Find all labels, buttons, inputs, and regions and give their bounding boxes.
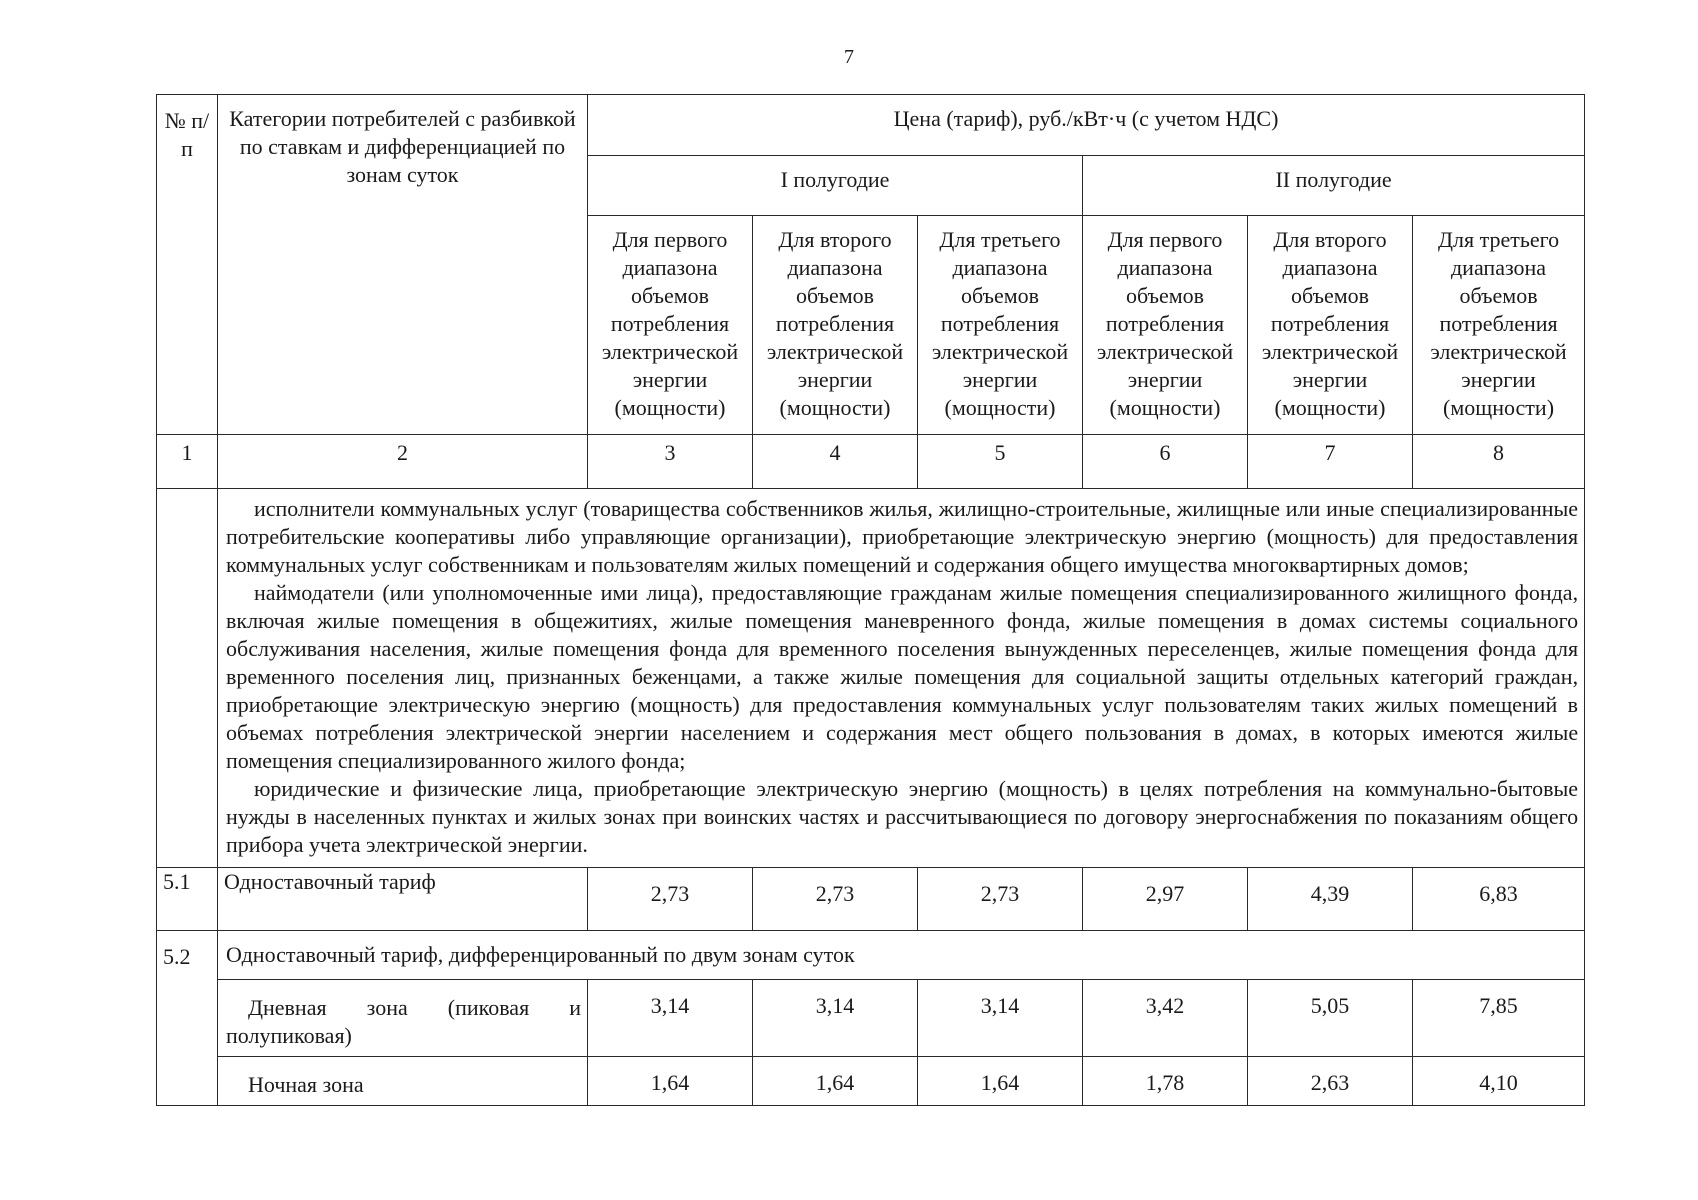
col-number: 7 xyxy=(1248,435,1413,489)
col-number: 3 xyxy=(588,435,753,489)
table-row-night-zone xyxy=(157,1057,1585,1106)
header-sub-5: Для второго диапазона объемов потребления электрической энергии (мощности) xyxy=(1248,216,1413,435)
header-sub-4: Для первого диапазона объемов потребления электрической энергии (мощности) xyxy=(1083,216,1248,435)
header-category: Категории потребителей с разбивкой по ставкам и дифференциацией по зонам суток xyxy=(218,95,588,435)
header-half-2: II полугодие xyxy=(1083,156,1585,216)
row-label: Ночная зона xyxy=(218,1057,588,1106)
tariff-value: 2,73 xyxy=(588,868,753,931)
tariff-value: 1,64 xyxy=(588,1057,753,1106)
row-number: 5.1 xyxy=(157,868,218,931)
tariff-value: 5,05 xyxy=(1248,980,1413,1057)
table-row-5-2 xyxy=(157,931,1585,980)
tariff-value: 3,42 xyxy=(1083,980,1248,1057)
tariff-value: 2,73 xyxy=(753,868,918,931)
description-paragraph: исполнители коммунальных услуг (товарищества собственников жилья, жилищно-строительные, жилищные или иные специализированные потребительские кооперативы либо управляющие организации), приобретающие электрическую энергию (мощность) для предоставления коммунальных услуг собственникам и пользователям жилых помещений и содержания общего имущества многоквартирных домов; xyxy=(226,496,1579,577)
table-row-5-1 xyxy=(157,868,1585,931)
tariff-value: 4,39 xyxy=(1248,868,1413,931)
col-number: 4 xyxy=(753,435,918,489)
tariff-value: 3,14 xyxy=(918,980,1083,1057)
tariff-value: 7,85 xyxy=(1413,980,1585,1057)
col-number: 6 xyxy=(1083,435,1248,489)
tariff-value: 1,64 xyxy=(753,1057,918,1106)
col-number: 2 xyxy=(218,435,588,489)
header-price: Цена (тариф), руб./кВт·ч (с учетом НДС) xyxy=(588,95,1585,156)
column-numbers-row xyxy=(157,435,1585,489)
description-paragraph: юридические и физические лица, приобретающие электрическую энергию (мощность) в целях потребления на коммунально-бытовые нужды в населенных пунктах и жилых зонах при воинских частях и рассчитывающиеся по договору энергоснабжения по показаниям общего прибора учета электрической энергии. xyxy=(226,776,1579,857)
page-number: 7 xyxy=(844,46,854,68)
row-label xyxy=(218,980,588,1057)
description-cell xyxy=(218,489,1585,868)
header-row-1 xyxy=(157,95,1585,156)
tariff-value: 2,97 xyxy=(1083,868,1248,931)
description-row xyxy=(157,489,1585,868)
tariff-value: 3,14 xyxy=(753,980,918,1057)
description-paragraph: наймодатели (или уполномоченные ими лица), предоставляющие гражданам жилые помещения специализированного жилищного фонда, включая жилые помещения в общежитиях, жилые помещения маневренного фонда, жилые помещения в домах системы социального обслуживания населения, жилые помещения фонда для временного поселения вынужденных переселенцев, жилые помещения фонда для временного поселения лиц, признанных беженцами, а также жилые помещения для социальной защиты отдельных категорий граждан, приобретающие электрическую энергию (мощность) для предоставления коммунальных услуг пользователям таких жилых помещений в объемах потребления электрической энергии населением и содержания мест общего пользования в домах, в которых имеются жилые помещения специализированного жилого фонда; xyxy=(226,580,1579,773)
row-label: Одноставочный тариф xyxy=(218,868,588,931)
tariff-table xyxy=(156,94,1585,1106)
header-num: № п/п xyxy=(157,95,218,435)
tariff-value: 4,10 xyxy=(1413,1057,1585,1106)
tariff-value: 1,64 xyxy=(918,1057,1083,1106)
header-sub-2: Для второго диапазона объемов потребления электрической энергии (мощности) xyxy=(753,216,918,435)
header-sub-3: Для третьего диапазона объемов потребления электрической энергии (мощности) xyxy=(918,216,1083,435)
header-sub-1: Для первого диапазона объемов потребления электрической энергии (мощности) xyxy=(588,216,753,435)
tariff-value: 1,78 xyxy=(1083,1057,1248,1106)
tariff-value: 2,63 xyxy=(1248,1057,1413,1106)
day-zone-label: Дневная зона (пиковая и полупиковая) xyxy=(226,995,581,1048)
header-sub-6: Для третьего диапазона объемов потребления электрической энергии (мощности) xyxy=(1413,216,1585,435)
tariff-value: 3,14 xyxy=(588,980,753,1057)
header-half-1: I полугодие xyxy=(588,156,1083,216)
tariff-value: 6,83 xyxy=(1413,868,1585,931)
row-label: Одноставочный тариф, дифференцированный по двум зонам суток xyxy=(218,931,1585,980)
tariff-value: 2,73 xyxy=(918,868,1083,931)
col-number: 5 xyxy=(918,435,1083,489)
table-row-day-zone xyxy=(157,980,1585,1057)
row-number: 5.2 xyxy=(157,931,218,1106)
description-num-cell xyxy=(157,489,218,868)
col-number: 8 xyxy=(1413,435,1585,489)
col-number: 1 xyxy=(157,435,218,489)
